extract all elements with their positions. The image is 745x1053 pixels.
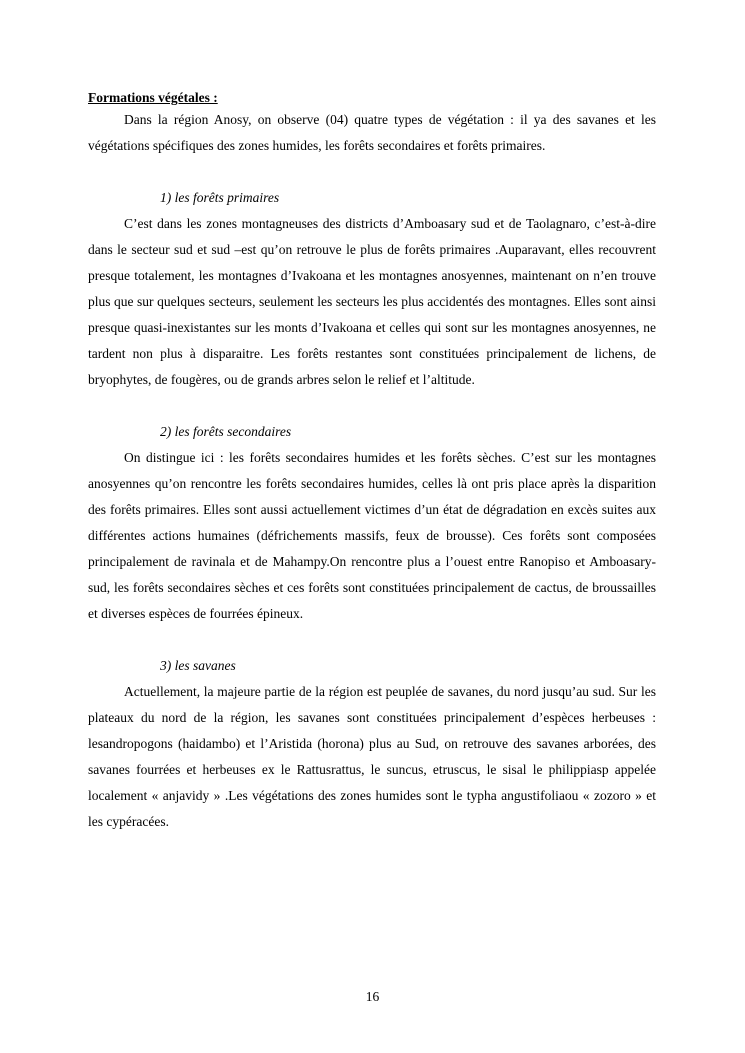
subsection-title-primary-forests: 1) les forêts primaires xyxy=(160,190,280,205)
paragraph-secondary-forests: On distingue ici : les forêts secondaires humides et les forêts sèches. C’est sur les montagnes anosyennes qu’on rencontre les forêts secondaires humides, celles là ont pris place après la disparition des forêts primaires. Elles sont aussi actuellement victimes d’un état de dégradation en excès suites aux différentes actions humaines (défrichements massifs, feux de brousse). Ces forêts sont composées principalement de ravinala et de Mahampy.On rencontre plus a l’ouest entre Ranopiso et Amboasary-sud, les forêts secondaires sèches et ces forêts sont constituées principalement de cactus, de broussailles et diverses espèces de fourrées épineux. xyxy=(88,450,656,621)
section-heading: Formations végétales : xyxy=(88,90,218,105)
page-number: 16 xyxy=(365,989,380,1004)
paragraph-savannas: Actuellement, la majeure partie de la région est peuplée de savanes, du nord jusqu’au sud. Sur les plateaux du nord de la région, les savanes sont constituées principalement d’espèces herbeuses : lesandropogons (haidambo) et l’Aristida (horona) plus au Sud, on retrouve des savanes arborées, des savanes fourrées et herbeuses ex le Rattusrattus, le suncus, etruscus, le sisal le philippiasp appelée localement « anjavidy » .Les végétations des zones humides sont le typha angustifoliaou « zozoro » et les cypéracées. xyxy=(88,684,656,829)
paragraph-primary-forests: C’est dans les zones montagneuses des districts d’Amboasary sud et de Taolagnaro, c’est-à-dire dans le secteur sud et sud –est qu’on retrouve le plus de forêts primaires .Auparavant, elles recouvrent presque totalement, les montagnes d’Ivakoana et les montagnes anosyennes, maintenant on n’en trouve plus que sur quelques secteurs, seulement les secteurs les plus accidentés des montagnes. Elles sont ainsi presque quasi-inexistantes sur les monts d’Ivakoana et celles qui sont sur les montagnes anosyennes, ne tardent non plus à disparaitre. Les forêts restantes sont constituées principalement de lichens, de bryophytes, de fougères, ou de grands arbres selon le relief et l’altitude. xyxy=(88,216,656,387)
document-page xyxy=(88,88,656,835)
subsection-title-secondary-forests: 2) les forêts secondaires xyxy=(160,424,292,439)
subsection-title-savannas: 3) les savanes xyxy=(160,658,236,673)
intro-paragraph: Dans la région Anosy, on observe (04) quatre types de végétation : il ya des savanes et les végétations spécifiques des zones humides, les forêts secondaires et forêts primaires. xyxy=(88,112,656,153)
